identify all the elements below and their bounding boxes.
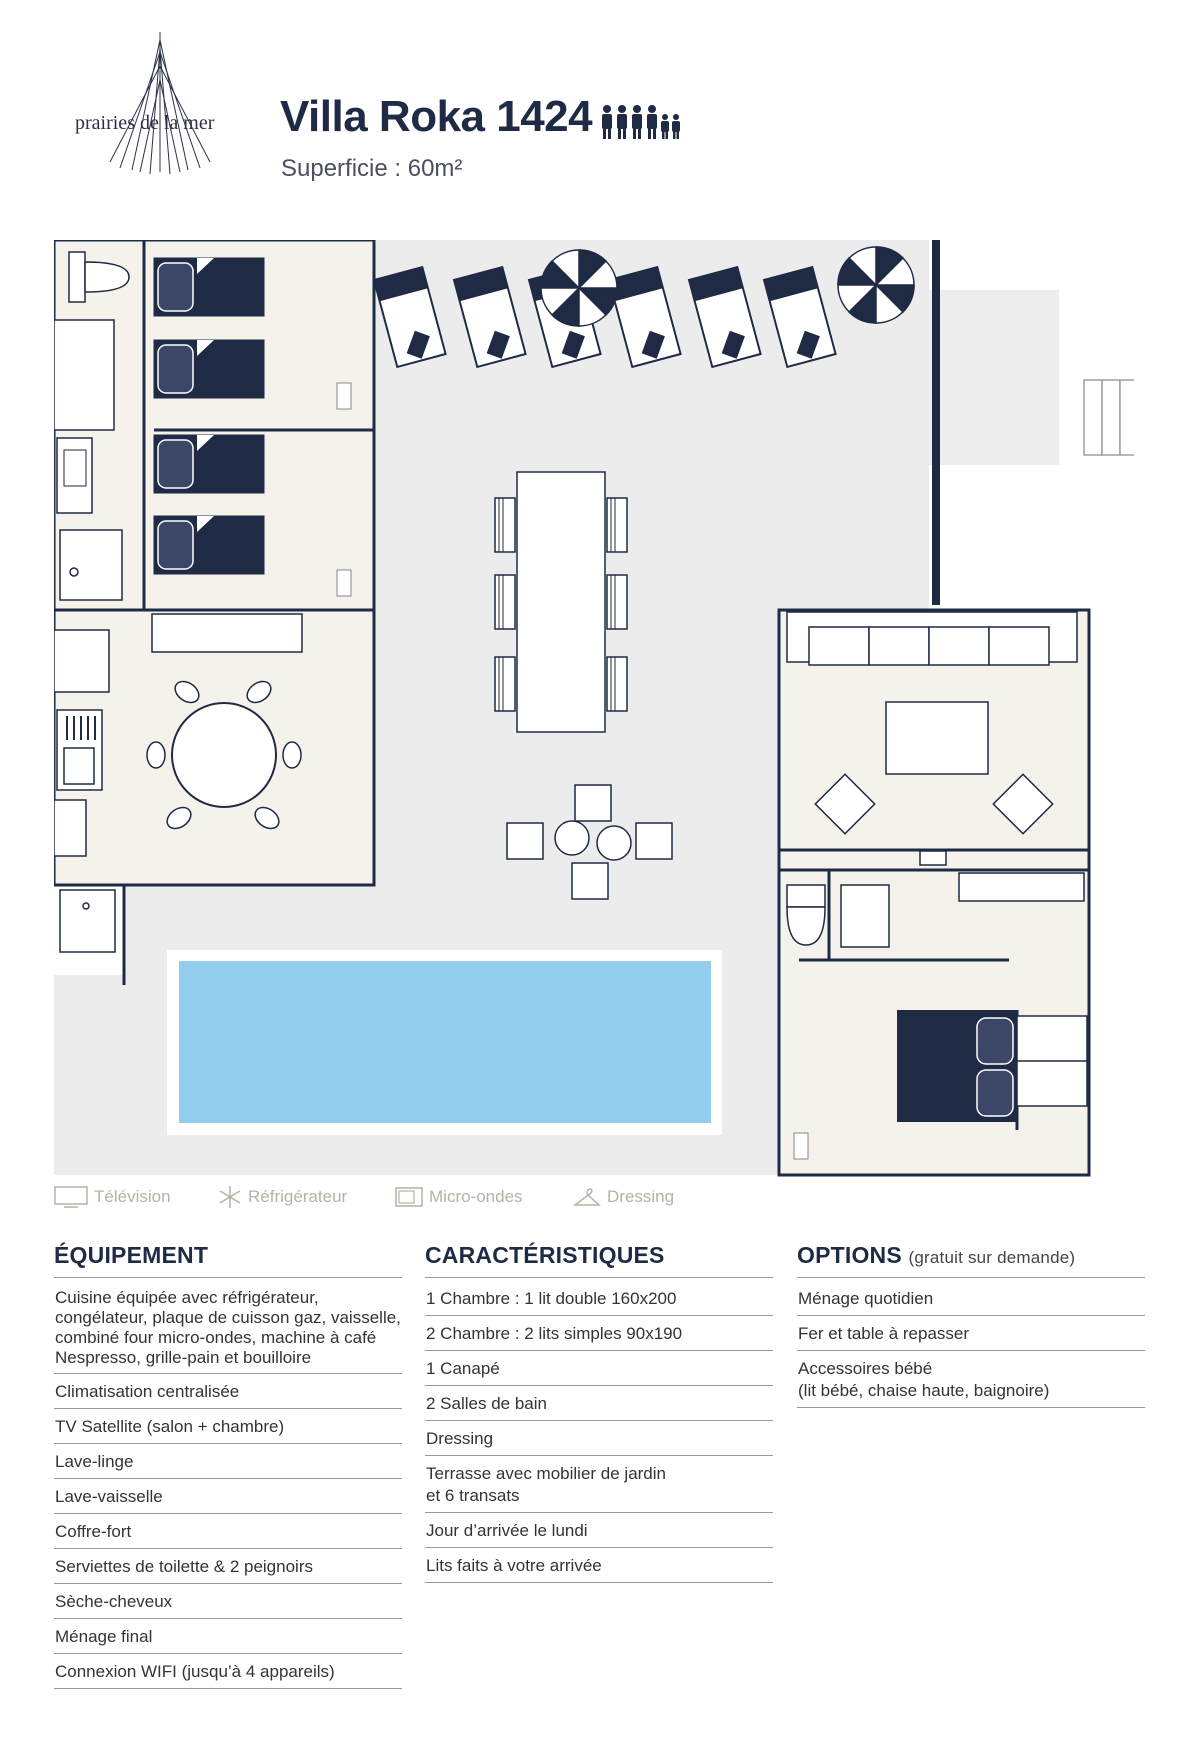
legend-fridge [218, 1182, 347, 1212]
legend-tv [54, 1182, 171, 1212]
hanger-icon [573, 1186, 601, 1208]
section-title: CARACTÉRISTIQUES [425, 1242, 773, 1278]
caracteristiques-section [425, 1242, 773, 1583]
list-item: Coffre-fort [54, 1514, 402, 1549]
list-item: TV Satellite (salon + chambre) [54, 1409, 402, 1444]
list-item: Jour d’arrivée le lundi [425, 1513, 773, 1548]
legend-label: Télévision [94, 1187, 171, 1206]
tv-icon [54, 1186, 88, 1208]
brand-logo [60, 30, 260, 180]
list-item: 2 Salles de bain [425, 1386, 773, 1421]
legend-dressing [573, 1182, 674, 1212]
legend-label: Réfrigérateur [248, 1187, 348, 1206]
list-item: Serviettes de toilette & 2 peignoirs [54, 1549, 402, 1584]
list-item: Lave-linge [54, 1444, 402, 1479]
options-title: OPTIONS [797, 1242, 902, 1268]
people-icon [600, 104, 682, 140]
floor-plan [54, 240, 1134, 1180]
list-item: 2 Chambre : 2 lits simples 90x190 [425, 1316, 773, 1351]
surface-area: Superficie : 60m² [281, 155, 463, 182]
microwave-icon [395, 1186, 423, 1208]
list-item: Ménage final [54, 1619, 402, 1654]
equipement-section [54, 1242, 402, 1689]
section-title [797, 1242, 1145, 1278]
list-item: Sèche-cheveux [54, 1584, 402, 1619]
options-note: (gratuit sur demande) [908, 1248, 1076, 1267]
legend-label: Micro-ondes [429, 1187, 523, 1206]
section-title: ÉQUIPEMENT [54, 1242, 402, 1278]
list-item: 1 Canapé [425, 1351, 773, 1386]
list-item: 1 Chambre : 1 lit double 160x200 [425, 1278, 773, 1316]
list-item: Lits faits à votre arrivée [425, 1548, 773, 1583]
list-item: Dressing [425, 1421, 773, 1456]
list-item: Ménage quotidien [797, 1278, 1145, 1316]
options-section [797, 1242, 1145, 1408]
list-item: Cuisine équipée avec réfrigérateur, congélateur, plaque de cuisson gaz, vaisselle, combiné four micro-ondes, machine à café Nespresso, grille-pain et bouilloire [54, 1278, 402, 1374]
legend-microwave [395, 1182, 523, 1212]
list-item: Terrasse avec mobilier de jardin et 6 transats [425, 1456, 773, 1513]
list-item: Accessoires bébé (lit bébé, chaise haute, baignoire) [797, 1351, 1145, 1408]
list-item: Lave-vaisselle [54, 1479, 402, 1514]
snowflake-icon [218, 1185, 242, 1209]
page-title: Villa Roka 1424 [280, 92, 593, 141]
list-item: Connexion WIFI (jusqu’à 4 appareils) [54, 1654, 402, 1689]
legend-label: Dressing [607, 1187, 675, 1206]
list-item: Climatisation centralisée [54, 1374, 402, 1409]
brand-name: prairies de la mer [75, 112, 215, 134]
list-item: Fer et table à repasser [797, 1316, 1145, 1351]
